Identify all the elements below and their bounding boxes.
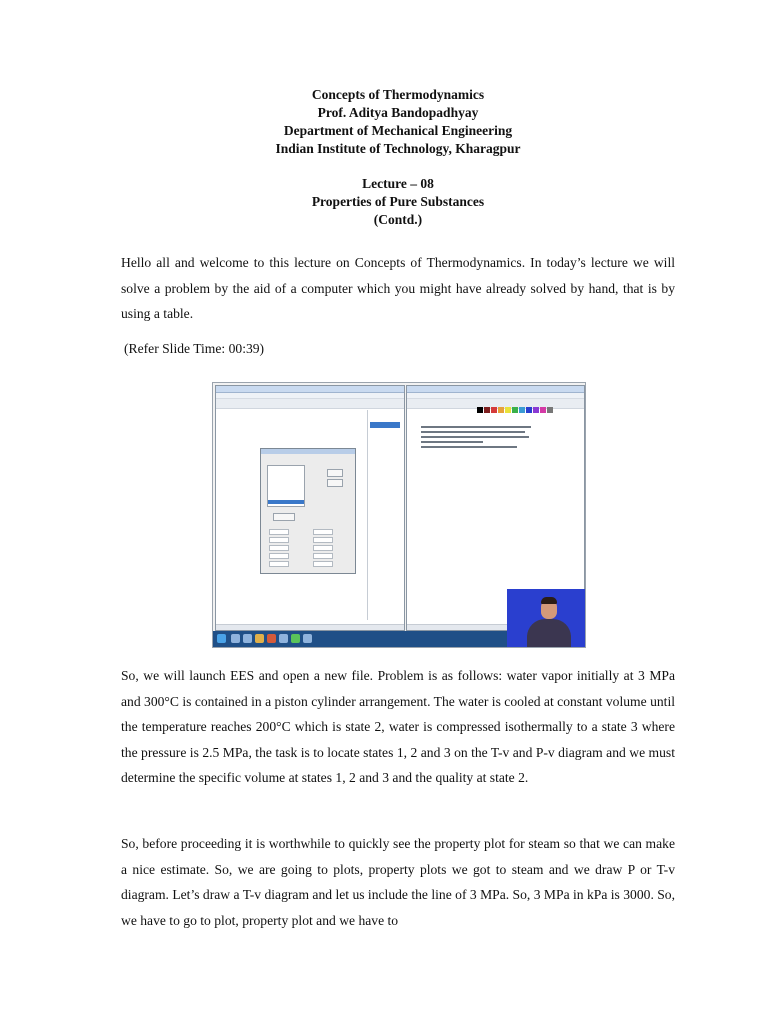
lecture-number: Lecture – 08 <box>362 176 434 191</box>
lecture-topic: Properties of Pure Substances <box>311 194 485 209</box>
ees-main-window <box>215 385 405 631</box>
slide-screenshot <box>212 382 586 648</box>
substance-list <box>267 465 305 507</box>
professor-name: Prof. Aditya Bandopadhyay <box>317 105 479 120</box>
property-plot-paragraph: So, before proceeding it is worthwhile to quickly see the property plot for steam so that we can make a nice estimate. So, we are going to plots, property plots we got to steam and we draw P or T-v diagram. Let’s draw a T-v diagram and let us include the line of 3 MPa. So, 3 MPa in kPa is 3000. So, we have to go to plot, property plot and we have to <box>121 836 675 928</box>
ok-button-graphic <box>327 469 343 477</box>
problem-paragraph: So, we will launch EES and open a new file. Problem is as follows: water vapor initially at 3 MPa and 300°C is contained in a piston cylinder arrangement. The water is cooled at constant volume until the temperature reaches 200°C which is state 2, water is compressed isothermally to a state 3 where the pressure is 2.5 MPa, the task is to locate states 1, 2 and 3 on the T-v and P-v diagram and we must determine the specific volume at states 1, 2 and 3 and the quality at state 2. <box>121 668 675 785</box>
lecturer-figure <box>527 619 571 647</box>
course-title: Concepts of Thermodynamics <box>311 87 485 102</box>
ees-side-panel <box>367 410 402 620</box>
functions-button-graphic <box>273 513 295 521</box>
department-name: Department of Mechanical Engineering <box>283 123 513 138</box>
lecturer-webcam-feed <box>507 589 585 647</box>
refer-slide-time: (Refer Slide Time: 00:39) <box>124 341 265 356</box>
cancel-button-graphic <box>327 479 343 487</box>
intro-paragraph: Hello all and welcome to this lecture on Concepts of Thermodynamics. In today’s lecture we will solve a problem by the aid of a computer which you might have already solved by hand, that is by using a table. <box>121 255 675 321</box>
lecture-contd: (Contd.) <box>373 212 423 227</box>
institute-name: Indian Institute of Technology, Kharagpur <box>275 141 521 156</box>
color-palette <box>477 400 577 406</box>
problem-text-lines <box>421 426 531 451</box>
lecture-header <box>0 86 768 229</box>
property-dialog <box>260 448 356 574</box>
